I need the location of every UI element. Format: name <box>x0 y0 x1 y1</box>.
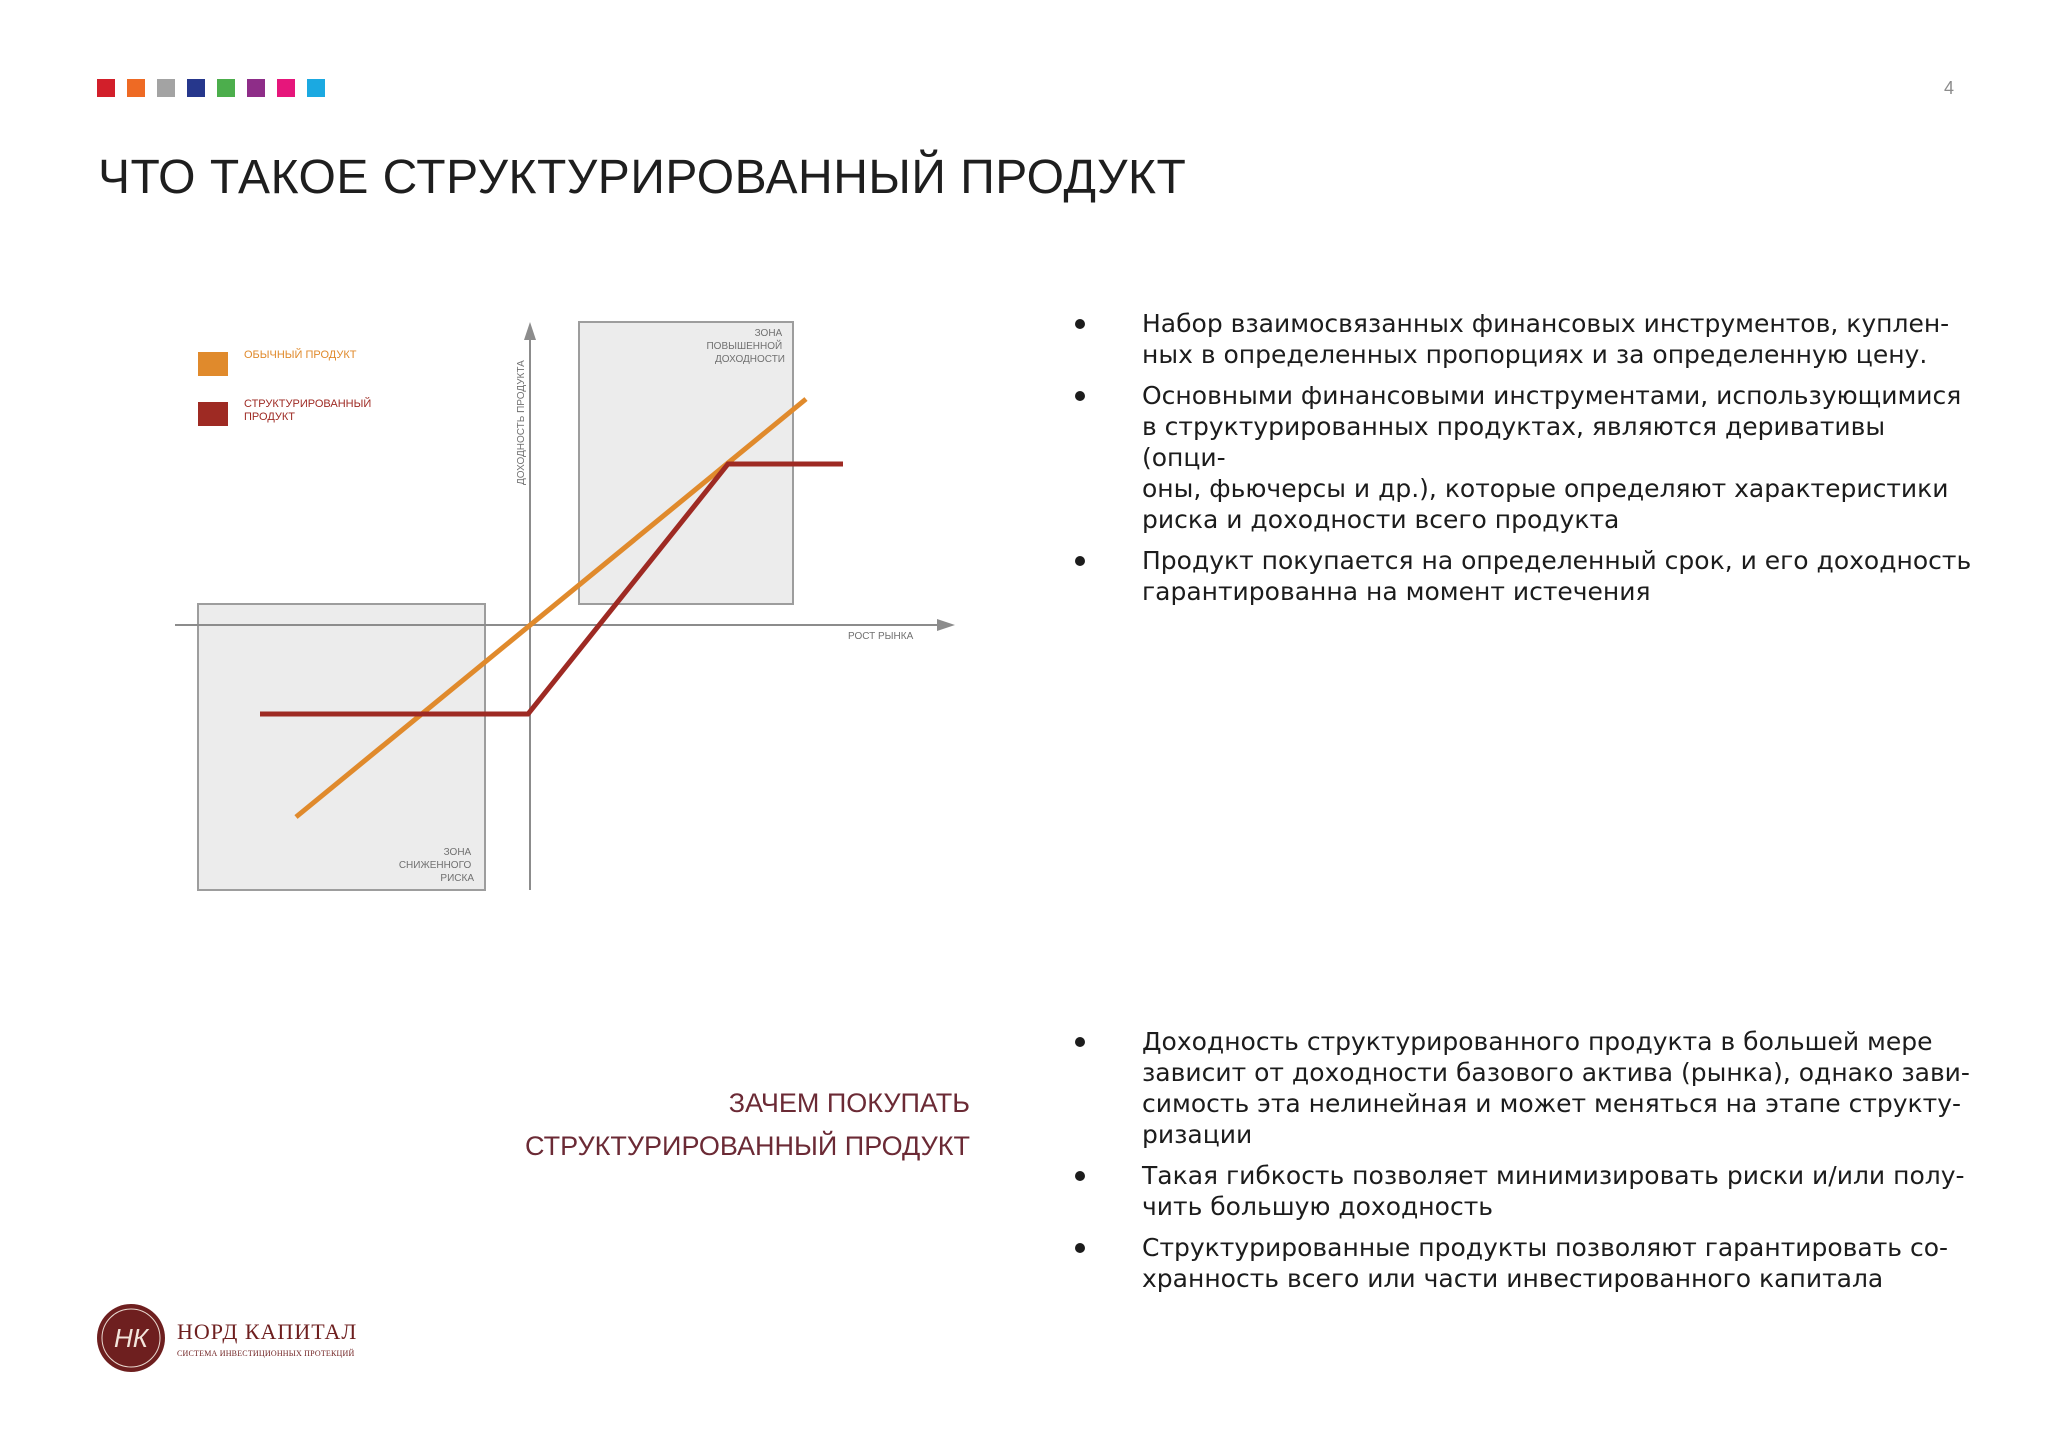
color-squares <box>97 79 325 97</box>
company-name: НОРД КАПИТАЛ <box>177 1318 358 1344</box>
bullet-dot-icon <box>1075 556 1085 566</box>
zone-low-box <box>198 604 485 890</box>
legend-label-structured: СТРУКТУРИРОВАННЫЙ ПРОДУКТ <box>244 398 372 423</box>
page-title: ЧТО ТАКОЕ СТРУКТУРИРОВАННЫЙ ПРОДУКТ <box>98 151 1187 204</box>
legend-swatch-structured <box>198 402 228 426</box>
company-logo <box>95 1302 357 1374</box>
color-square <box>217 79 235 97</box>
color-square <box>157 79 175 97</box>
bullet-item: Такая гибкость позволяет минимизировать риски и/или полу- чить большую доходность <box>1075 1160 1975 1222</box>
payoff-diagram <box>0 300 1000 900</box>
monogram-icon <box>95 1302 167 1374</box>
legend-label-regular: ОБЫЧНЫЙ ПРОДУКТ <box>244 349 357 361</box>
color-square <box>247 79 265 97</box>
color-square <box>187 79 205 97</box>
bullet-list-benefits <box>1075 1026 1975 1304</box>
bullet-item: Продукт покупается на определенный срок, и его доходность гарантированна на момент истечения <box>1075 545 1975 607</box>
legend-swatch-regular <box>198 352 228 376</box>
color-square <box>127 79 145 97</box>
bullet-item: Основными финансовыми инструментами, использующимися в структурированных продуктах, являются деривативы (опци- оны, фьючерсы и др.), которые определяют характеристики риска и доходности всего продукта <box>1075 380 1975 535</box>
why-buy-heading <box>500 1082 970 1168</box>
page-number: 4 <box>1944 78 1955 98</box>
bullet-dot-icon <box>1075 1171 1085 1181</box>
x-axis-arrow <box>937 619 955 631</box>
bullet-list-definition <box>1075 308 1975 617</box>
bullet-dot-icon <box>1075 1037 1085 1047</box>
company-subtitle: СИСТЕМА ИНВЕСТИЦИОННЫХ ПРОТЕКЦИЙ <box>177 1348 355 1358</box>
color-square <box>277 79 295 97</box>
bullet-item: Набор взаимосвязанных финансовых инструментов, куплен- ных в определенных пропорциях и за определенную цену. <box>1075 308 1975 370</box>
bullet-item: Доходность структурированного продукта в большей мере зависит от доходности базового актива (рынка), однако зави- симость эта нелинейная и может меняться на этапе структу- ризации <box>1075 1026 1975 1150</box>
y-axis-label: ДОХОДНОСТЬ ПРОДУКТА <box>516 360 527 485</box>
color-square <box>307 79 325 97</box>
bullet-dot-icon <box>1075 391 1085 401</box>
zone-low-label: ЗОНА СНИЖЕННОГО РИСКА <box>398 847 474 884</box>
bullet-dot-icon <box>1075 319 1085 329</box>
bullet-dot-icon <box>1075 1243 1085 1253</box>
bullet-item: Структурированные продукты позволяют гарантировать со- хранность всего или части инвестированного капитала <box>1075 1232 1975 1294</box>
zone-high-label: ЗОНА ПОВЫШЕННОЙ ДОХОДНОСТИ <box>706 328 785 365</box>
color-square <box>97 79 115 97</box>
x-axis-label: РОСТ РЫНКА <box>848 631 914 642</box>
why-buy-line2: СТРУКТУРИРОВАННЫЙ ПРОДУКТ <box>525 1131 970 1161</box>
why-buy-line1: ЗАЧЕМ ПОКУПАТЬ <box>728 1088 970 1118</box>
y-axis-arrow <box>524 322 536 340</box>
svg-text:НК: НК <box>113 1323 149 1353</box>
